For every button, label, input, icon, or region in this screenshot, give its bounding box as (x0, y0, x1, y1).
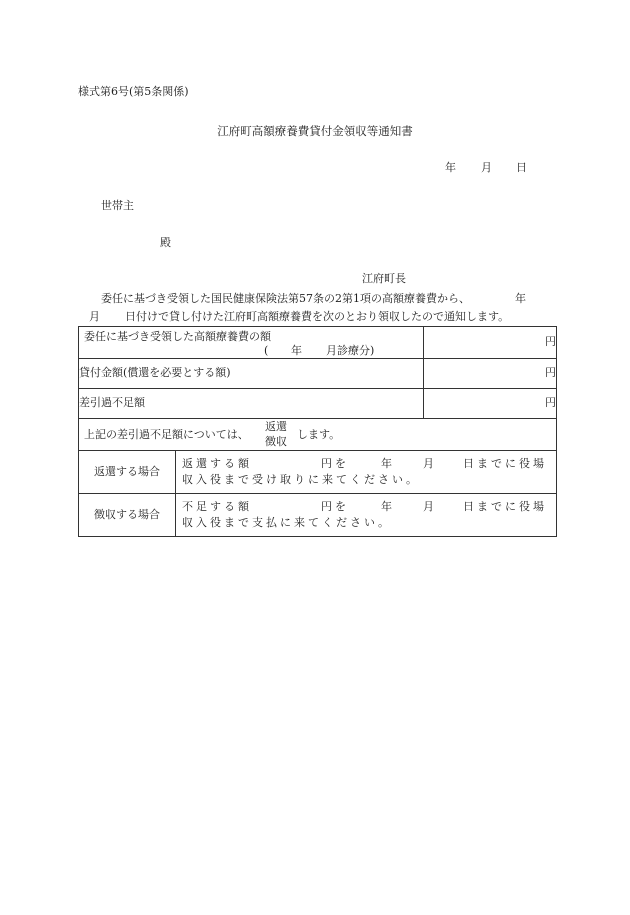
table-row (79, 359, 557, 389)
row4-option-collect: 徴収 (265, 434, 287, 448)
row6-label: 徴収する場合 (79, 494, 176, 537)
row5-text-b: 円を (321, 457, 349, 470)
table-row (79, 327, 557, 359)
row5-text-d: 月 (423, 457, 434, 470)
row1-sub-month: 月診療分) (326, 343, 375, 357)
row5-label: 返還する場合 (79, 451, 176, 494)
row1-sub-year: 年 (291, 343, 302, 357)
row4-option-return: 返還 (265, 419, 287, 433)
row1-sub-open: ( (264, 343, 269, 357)
row6-text-d: 月 (423, 500, 434, 513)
household-head-label: 世帯主 (101, 199, 134, 212)
row5-text-e: 日までに役場 (463, 457, 547, 470)
table-cell (79, 327, 424, 359)
table-row (79, 419, 557, 451)
date-month: 月 (481, 161, 492, 174)
row1-label: 委任に基づき受領した高額療養費の額 (84, 329, 271, 343)
row1-unit: 円 (424, 327, 557, 359)
row4-suffix: します。 (297, 427, 341, 441)
row5-text-c: 年 (381, 457, 392, 470)
date-year: 年 (445, 161, 456, 174)
body-line1-year: 年 (515, 292, 526, 305)
row2-unit: 円 (424, 359, 557, 389)
table-cell (79, 419, 557, 451)
row2-label: 貸付金額(償還を必要とする額) (79, 359, 424, 389)
sender: 江府町長 (362, 272, 406, 285)
table-row (79, 451, 557, 494)
table-row (79, 494, 557, 537)
table-cell (176, 451, 557, 494)
row6-text-a: 不足する額 (182, 500, 252, 513)
row5-text-f: 収入役まで受け取りに来てください。 (182, 473, 420, 486)
row6-text-f: 収入役まで支払に来てください。 (182, 516, 392, 529)
row6-text-c: 年 (381, 500, 392, 513)
document-title: 江府町高額療養費貸付金領収等通知書 (217, 124, 413, 138)
row6-text-e: 日までに役場 (463, 500, 547, 513)
form-number: 様式第6号(第5条関係) (78, 85, 189, 98)
date-day: 日 (516, 161, 527, 174)
table-cell (176, 494, 557, 537)
row5-text-a: 返還する額 (182, 457, 252, 470)
row4-prefix: 上記の差引過不足額については、 (84, 427, 249, 441)
body-line1: 委任に基づき受領した国民健康保険法第57条の2第1項の高額療養費から、 (101, 292, 470, 305)
body-line2-month: 月 (89, 310, 100, 323)
body-line2: 日付けで貸し付けた江府町高額療養費を次のとおり領収したので通知します。 (125, 310, 510, 323)
row3-unit: 円 (424, 389, 557, 419)
honorific: 殿 (160, 236, 171, 249)
row6-text-b: 円を (321, 500, 349, 513)
table-row (79, 389, 557, 419)
details-table (78, 326, 557, 537)
row3-label: 差引過不足額 (79, 389, 424, 419)
